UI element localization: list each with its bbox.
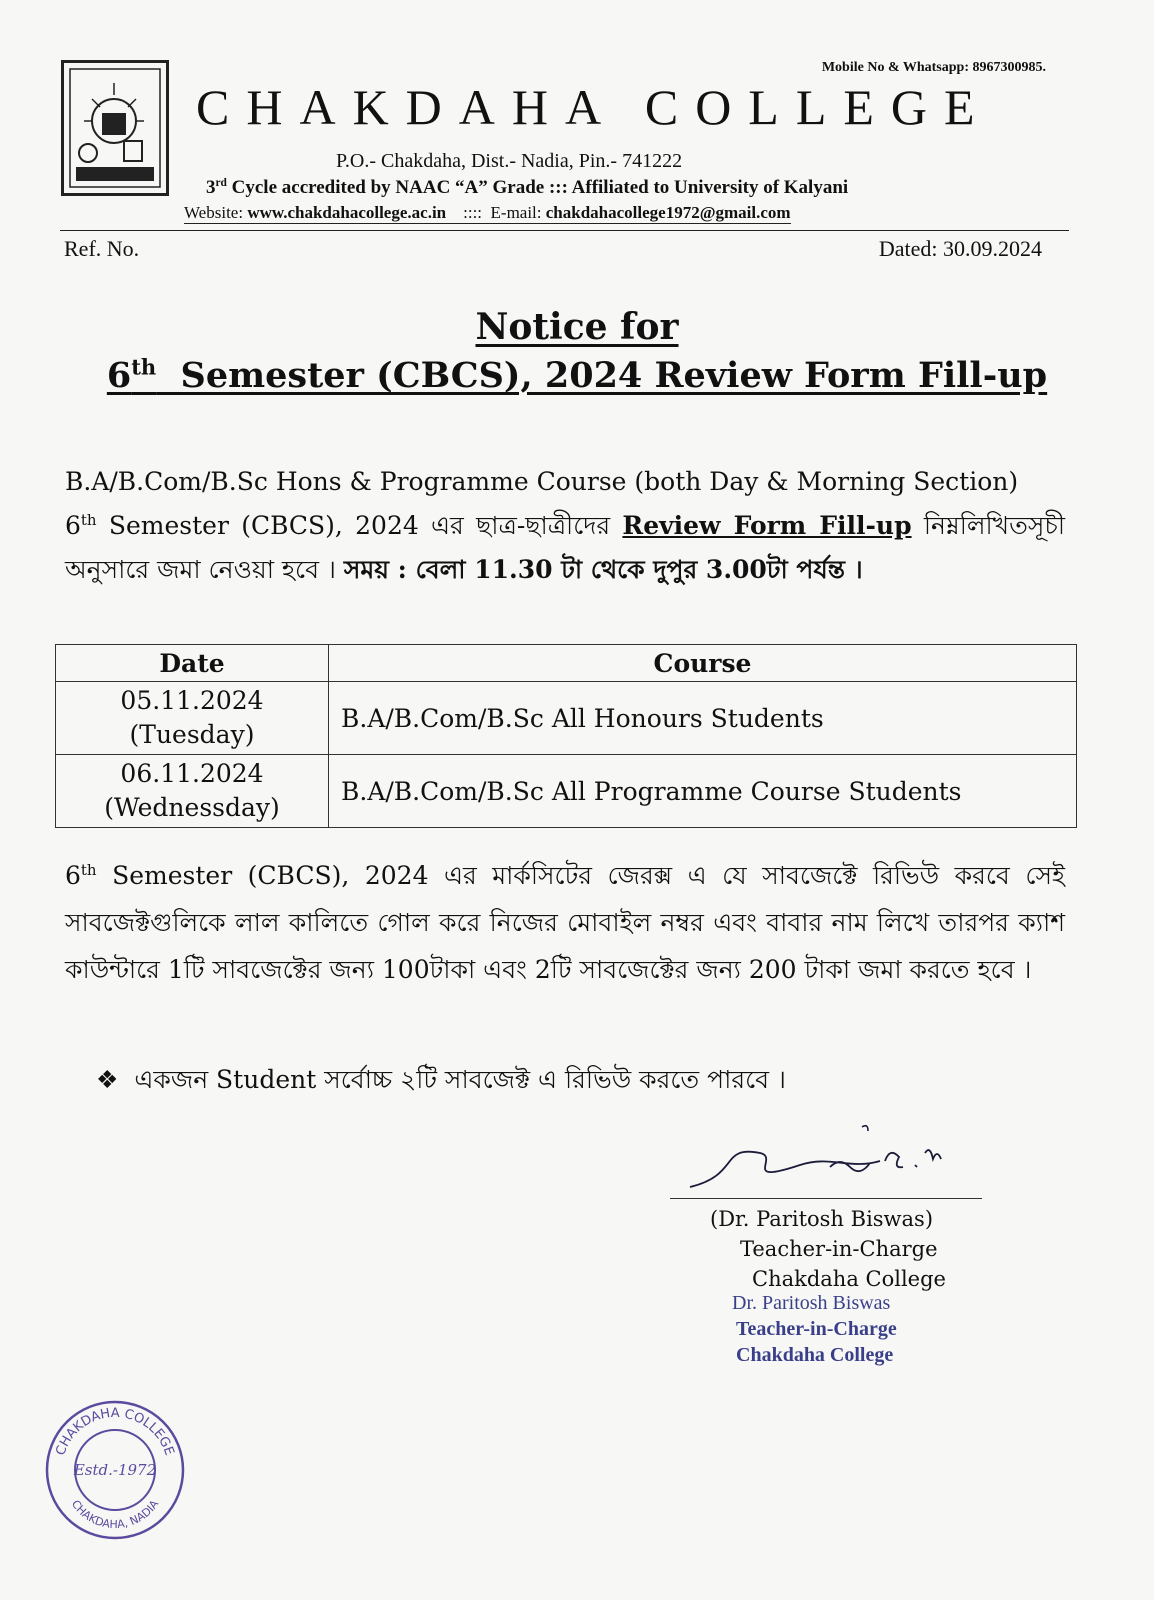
table-header-course: Course <box>329 645 1077 682</box>
logo-emblem-icon <box>64 63 166 193</box>
row-day: (Tuesday) <box>129 720 255 749</box>
intro-time: সময় : বেলা 11.30 টা থেকে দুপুর 3.00টা পর্যন্ত । <box>343 555 863 584</box>
website-link[interactable]: www.chakdahacollege.ac.in <box>247 203 447 222</box>
subtitle-rest: Semester (CBCS), 2024 Review Form Fill-up <box>156 355 1048 396</box>
bullet-diamond-icon: ❖ <box>96 1065 119 1094</box>
seal-ring-bottom: CHAKDAHA, NADIA <box>68 1497 162 1532</box>
schedule-table <box>55 644 1077 828</box>
handwritten-signature <box>680 1125 980 1205</box>
signatory-name: (Dr. Paritosh Biswas) <box>710 1207 934 1231</box>
instr-text: Semester (CBCS), 2024 এর মার্কসিটের জেরক্স এ যে সাবজেক্টে রিভিউ করবে সেই সাবজেক্টগুলিকে লাল কালিতে গোল করে নিজের মোবাইল নম্বর এবং বাবার নাম লিখে তারপর ক্যাশ কাউন্টারে 1টি সাবজেক্টের জন্য 100টাকা এবং 2টি সাবজেক্টের জন্য 200 টাকা জমা করতে হবে । <box>65 861 1065 984</box>
accreditation-text: Cycle accredited by NAAC “A” Grade ::: Affiliated to University of Kalyani <box>226 177 849 198</box>
row-date: 05.11.2024 <box>120 686 264 715</box>
row-day: (Wednessday) <box>104 793 280 822</box>
row-date: 06.11.2024 <box>120 759 264 788</box>
subtitle-sem-num: 6 <box>106 355 132 396</box>
table-cell-course: B.A/B.Com/B.Sc All Programme Course Students <box>329 755 1077 828</box>
college-address: P.O.- Chakdaha, Dist.- Nadia, Pin.- 741222 <box>336 150 683 172</box>
ref-no: Ref. No. <box>64 236 140 261</box>
table-cell-date <box>56 682 329 755</box>
intro-line1: B.A/B.Com/B.Sc Hons & Programme Course (both Day & Morning Section) <box>65 467 1019 496</box>
college-seal <box>40 1395 190 1545</box>
signatory-institution: Chakdaha College <box>752 1267 946 1291</box>
intro-paragraph <box>65 460 1065 592</box>
seal-ring-top: CHAKDAHA COLLEGE <box>53 1405 177 1458</box>
notice-title: Notice for <box>475 306 679 348</box>
mobile-number: Mobile No & Whatsapp: 8967300985. <box>821 60 1046 75</box>
intro-part1: Semester (CBCS), 2024 এর ছাত্র-ছাত্রীদের <box>96 511 623 540</box>
table-cell-course: B.A/B.Com/B.Sc All Honours Students <box>329 682 1077 755</box>
seal-center: Estd.-1972 <box>73 1461 157 1479</box>
signature-line <box>670 1198 982 1199</box>
table-cell-date <box>56 755 329 828</box>
subtitle-sem-sup: th <box>131 354 157 380</box>
table-row <box>56 755 1077 828</box>
instr-sem-num: 6 <box>65 861 81 890</box>
designation-stamp <box>732 1290 897 1368</box>
bullet-text: একজন Student সর্বোচ্চ ২টি সাবজেক্ট এ রিভিউ করতে পারবে । <box>118 1065 786 1094</box>
stamp-institution: Chakdaha College <box>736 1344 894 1366</box>
website-label: Website: <box>184 203 248 222</box>
college-name-text: CHAKDAHA COLLEGE <box>196 79 992 135</box>
stamp-name: Dr. Paritosh Biswas <box>732 1292 891 1314</box>
table-header-date: Date <box>56 645 329 682</box>
table-header-row <box>56 645 1077 682</box>
instructions-paragraph <box>65 852 1065 993</box>
signature-block <box>710 1204 946 1294</box>
intro-sem-num: 6 <box>65 511 81 540</box>
signatory-designation: Teacher-in-Charge <box>740 1237 938 1261</box>
intro-sem-sup: th <box>80 511 97 529</box>
email-link[interactable]: chakdahacollege1972@gmail.com <box>545 203 791 222</box>
intro-part2: নিম্নলিখিতসূচী অনুসারে জমা নেওয়া হবে । <box>65 511 1066 584</box>
college-name <box>196 79 992 135</box>
accreditation-cycle: 3 <box>206 177 216 198</box>
notice-subtitle <box>0 355 1154 396</box>
accreditation-line <box>206 177 848 199</box>
notice-date: Dated: 30.09.2024 <box>878 236 1042 261</box>
email-label: :::: E-mail: <box>446 203 546 222</box>
table-row <box>56 682 1077 755</box>
stamp-designation: Teacher-in-Charge <box>736 1318 897 1340</box>
header-divider <box>60 230 1069 231</box>
accreditation-sup: rd <box>215 177 227 190</box>
contact-line <box>184 203 791 224</box>
college-logo <box>61 60 169 196</box>
intro-highlight: Review Form Fill-up <box>622 511 912 540</box>
instr-sem-sup: th <box>80 861 97 879</box>
bullet-note <box>96 1060 786 1103</box>
